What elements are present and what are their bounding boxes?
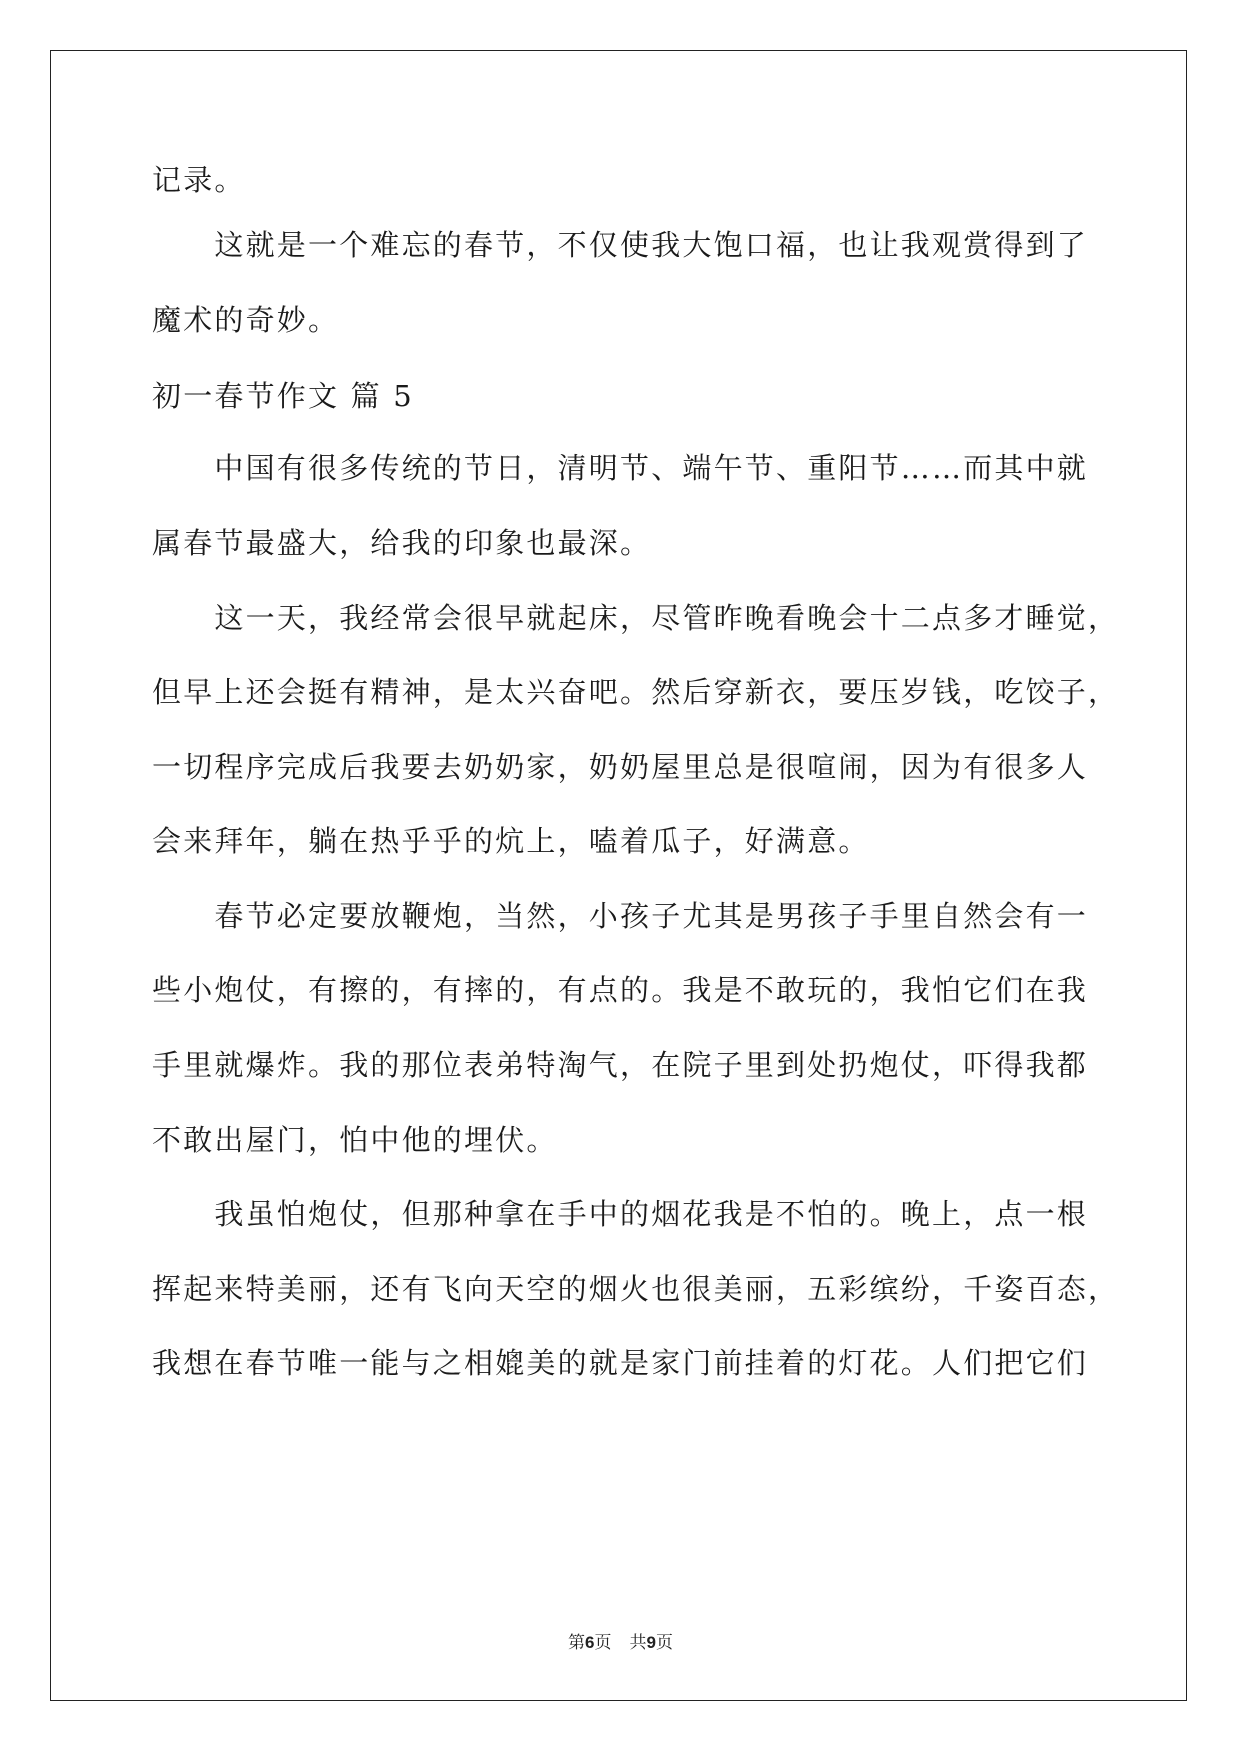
text-line: 不敢出屋门，怕中他的埋伏。 [152, 1123, 558, 1157]
text-line: 记录。 [152, 163, 246, 197]
page-unit: 页 [594, 1633, 612, 1653]
text-line: 中国有很多传统的节日，清明节、端午节、重阳节……而其中就 [152, 451, 1089, 485]
text-line: 这就是一个难忘的春节，不仅使我大饱口福，也让我观赏得到了 [152, 228, 1089, 262]
text-line: 手里就爆炸。我的那位表弟特淘气，在院子里到处扔炮仗，吓得我都 [152, 1048, 1089, 1082]
section-heading: 初一春节作文 篇 5 [152, 379, 414, 413]
page-current: 6 [585, 1633, 595, 1652]
text-line: 一切程序完成后我要去奶奶家，奶奶屋里总是很喧闹，因为有很多人 [152, 750, 1089, 784]
text-line: 我虽怕炮仗，但那种拿在手中的烟花我是不怕的。晚上，点一根 [152, 1197, 1089, 1231]
page-total: 9 [646, 1633, 656, 1652]
text-line: 挥起来特美丽，还有飞向天空的烟火也很美丽，五彩缤纷，千姿百态， [152, 1272, 1120, 1306]
text-line: 春节必定要放鞭炮，当然，小孩子尤其是男孩子手里自然会有一 [152, 899, 1089, 933]
text-line: 会来拜年，躺在热乎乎的炕上，嗑着瓜子，好满意。 [152, 824, 870, 858]
page-footer [0, 1628, 1241, 1653]
text-line: 些小炮仗，有擦的，有摔的，有点的。我是不敢玩的，我怕它们在我 [152, 973, 1089, 1007]
text-line: 这一天，我经常会很早就起床，尽管昨晚看晚会十二点多才睡觉， [152, 601, 1120, 635]
page-prefix: 第 [568, 1633, 586, 1653]
text-line: 属春节最盛大，给我的印象也最深。 [152, 526, 652, 560]
total-prefix: 共 [629, 1633, 647, 1653]
total-unit: 页 [655, 1633, 673, 1653]
text-line: 我想在春节唯一能与之相媲美的就是家门前挂着的灯花。人们把它们 [152, 1346, 1089, 1380]
text-line: 魔术的奇妙。 [152, 303, 340, 337]
text-line: 但早上还会挺有精神，是太兴奋吧。然后穿新衣，要压岁钱，吃饺子， [152, 675, 1120, 709]
page-border [50, 50, 1187, 1701]
